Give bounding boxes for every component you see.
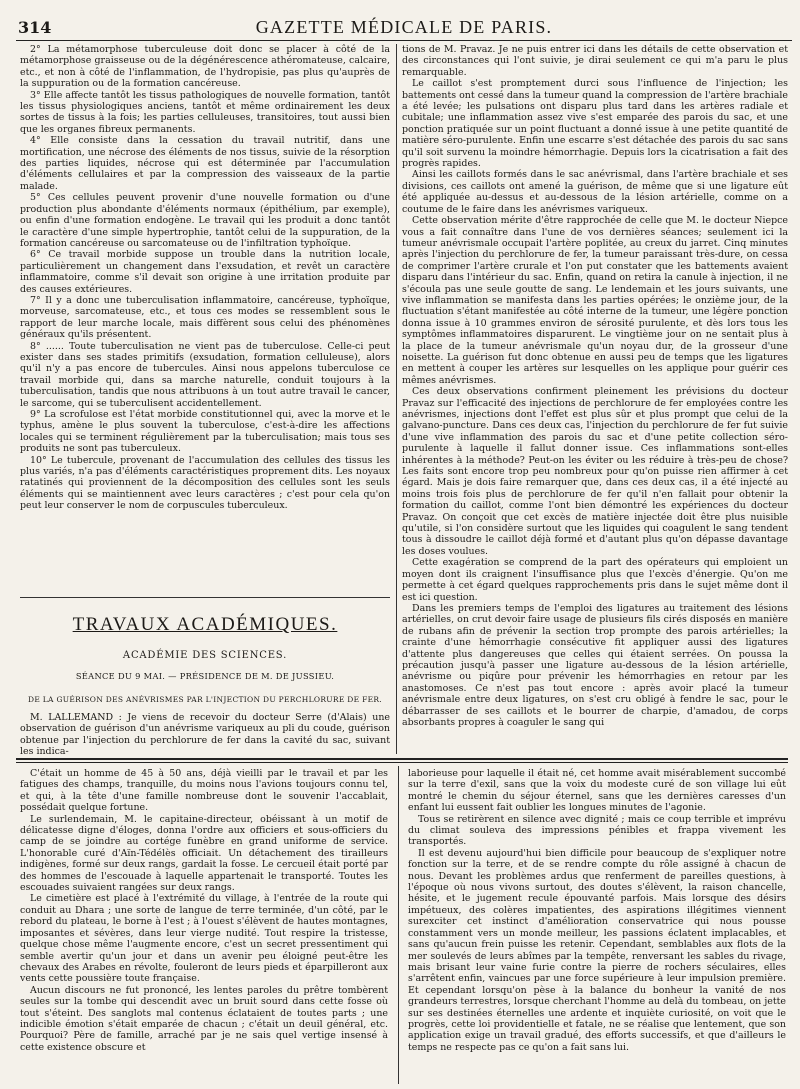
paragraph: 5° Ces cellules peuvent provenir d'une nouvelle formation ou d'une production plus abondante d'éléments normaux (épithélium, par exemple), ou enfin d'une formation endogène. Le travail qui les produit a donc tantôt le caractère d'une simple hypertrophie, tantôt celui de la suppuration, de la formation cancéreuse ou sarcomateuse ou de l'infiltration typhoïque. bbox=[20, 192, 390, 249]
session-line: SÉANCE DU 9 MAI. — PRÉSIDENCE DE M. DE JUSSIEU. bbox=[75, 671, 335, 681]
feuilleton-right-column bbox=[408, 768, 786, 1082]
paragraph: Cette observation mérite d'être rapprochée de celle que M. le docteur Niepce vous a fait connaître dans l'une de vos dernières séances; seulement ici la tumeur anévrismale occupait l'artère poplitée, au creux du jarret. Cinq minutes après l'injection du perchlorure de fer, la tumeur paraissant très-dure, on cessa de comprimer l'artère crurale et l'on put constater que les battements avaient disparu dans l'intérieur du sac. Enfin, quand on retira la canule à injection, il ne s'écoula pas une seule goutte de sang. Le lendemain et les jours suivants, une vive inflammation se manifesta dans les parties opérées; le onzième jour, de la fluctuation s'étant manifestée au côté interne de la tumeur, une légère ponction donna issue à 10 grammes environ de sérosité purulente, et dès lors tous les symptômes inflammatoires disparurent. Le vingtième jour on ne sentait plus à la place de la tumeur anévrismale qu'un noyau dur, de la grosseur d'une noisette. La guérison fut donc obtenue en aussi peu de temps que les ligatures en mettent à couper les artères sur lesquelles on les applique pour guérir ces mêmes anévrismes. bbox=[402, 215, 788, 386]
paragraph: Cette exagération se comprend de la part des opérateurs qui emploient un moyen dont ils craignent l'insuffisance plus que l'excès d'énergie. Qu'on me permette à cet égard quelques rapprochements pris dans le sujet même dont il est ici question. bbox=[402, 557, 788, 603]
paragraph: C'était un homme de 45 à 50 ans, déjà vieilli par le travail et par les fatigues des champs, tranquille, du moins nous l'avions toujours connu tel, et qui, à la tête d'une famille nombreuse dont le souvenir l'accablait, possédait quelque fortune. bbox=[20, 768, 388, 814]
paragraph: 6° Ce travail morbide suppose un trouble dans la nutrition locale, particulièrement un changement dans l'exsudation, et revêt un caractère inflammatoire, comme s'il devait son origine à une irritation produite par des causes extérieures. bbox=[20, 249, 390, 295]
feuilleton-column-divider bbox=[398, 766, 399, 1084]
paragraph: 4° Elle consiste dans la cessation du travail nutritif, dans une mortification, une nécrose des éléments de nos tissus, suivie de la résorption des parties liquides, nécrose qui est déterminée par l'accumulation d'éléments cellulaires et par la compression des vaisseaux de la partie malade. bbox=[20, 135, 390, 192]
feuilleton-left-column bbox=[20, 768, 388, 1082]
paragraph: Le surlendemain, M. le capitaine-directeur, obéissant à un motif de délicatesse digne d'éloges, donna l'ordre aux officiers et sous-officiers du camp de se joindre au cortége funèbre en grand uniforme de service. L'honorable curé d'Aïn-Tédélès officiait. Un détachement des tirailleurs indigènes, formé sur deux rangs, gardait la fosse. Le cercueil était porté par des hommes de l'escouade à laquelle appartenait le transporté. Toutes les escouades suivaient rangées sur deux rangs. bbox=[20, 813, 388, 894]
paragraph: Dans les premiers temps de l'emploi des ligatures au traitement des lésions artérielles, on crut devoir faire usage de plusieurs fils cirés disposés en manière de rubans afin de prévenir la section trop prompte des parois artérielles; la crainte d'une hémorrhagie consécutive fit appliquer aussi des ligatures d'attente plus dangereuses que celles qui étaient serrées. On poussa la précaution jusqu'à passer une ligature au-dessous de la lésion artérielle, anévrisme ou piqûre pour prévenir les hémorrhagies en retour par les anastomoses. Ce n'est pas tout encore : après avoir placé la tumeur anévrismale entre deux ligatures, on s'est cru obligé à fendre le sac, pour le débarrasser de ses caillots et le bourrer de charpie, d'amadou, de corps absorbants propres à coaguler le sang qui bbox=[402, 602, 788, 728]
paragraph: Ainsi les caillots formés dans le sac anévrismal, dans l'artère brachiale et ses divisions, ces caillots ont amené la guérison, de même que si une ligature eût été appliquée au-dessus et au-dessous de la lésion artérielle, comme on a coutume de le faire dans les anévrismes variqueux. bbox=[402, 169, 788, 215]
section-subheading: ACADÉMIE DES SCIENCES. bbox=[122, 650, 288, 661]
paragraph: 10° Le tubercule, provenant de l'accumulation des cellules des tissus les plus variés, n'a pas d'éléments caractéristiques proprement dits. Les noyaux ratatinés qui proviennent de la décomposition des cellules sont les seuls éléments qui se maintiennent avec leurs caractères ; c'est pour cela qu'on peut leur conserver le nom de corpuscules tuberculeux. bbox=[20, 454, 390, 512]
paragraph: tions de M. Pravaz. Je ne puis entrer ici dans les détails de cette observation et des circonstances qui l'ont suivie, je dirai seulement ce qui m'a paru le plus remarquable. bbox=[402, 44, 788, 78]
paragraph: M. LALLEMAND : Je viens de recevoir du docteur Serre (d'Alais) une observation de guérison d'un anévrisme variqueux au pli du coude, guérison obtenue par l'injection du perchlorure de fer dans la cavité du sac, suivant les indica- bbox=[20, 712, 390, 758]
left-column-tuberculosis bbox=[20, 44, 390, 594]
paragraph: 2° La métamorphose tuberculeuse doit donc se placer à côté de la métamorphose graisseuse ou de la dégénérescence athéromateuse, calcaire, etc., et non à côté de l'inflammation, de l'hydropisie, pas plus qu'auprès de la suppuration ou de la formation cancéreuse. bbox=[20, 44, 390, 90]
paragraph: Ces deux observations confirment pleinement les prévisions du docteur Pravaz sur l'efficacité des injections de perchlorure de fer employées contre les anévrismes, injections dont l'effet est plus sûr et plus prompt que celui de la galvano-puncture. Dans ces deux cas, l'injection du perchlorure de fer fut suivie d'une vive inflammation des parois du sac et d'une petite collection séro-purulente à laquelle il fallut donner issue. Ces inflammations sont-elles inhérentes à la méthode? Peut-on les éviter ou les réduire à très-peu de chose? Les faits sont encore trop peu nombreux pour qu'on puisse rien affirmer à cet égard. Mais je dois faire remarquer que, dans ces deux cas, il a été injecté au moins trois fois plus de perchlorure de fer qu'il n'en fallait pour obtenir la formation du caillot, comme l'ont bien démontré les expériences du docteur Pravaz. On conçoit que cet excès de matière injectée doit être plus nuisible qu'utile, si l'on considère surtout que les liquides qui coagulent le sang tendent tous à dissoudre le caillot déjà formé et d'autant plus qu'on dépasse davantage les doses voulues. bbox=[402, 386, 788, 557]
feuilleton-divider-thin bbox=[16, 762, 788, 763]
column-divider bbox=[396, 44, 397, 754]
feuilleton-divider bbox=[16, 758, 788, 760]
paragraph: 3° Elle affecte tantôt les tissus pathologiques de nouvelle formation, tantôt les tissus physiologiques anciens, tantôt et même ordinairement les deux sortes de tissus à la fois; les parties celluleuses, transitoires, tout aussi bien que les organes fibreux permanents. bbox=[20, 89, 390, 135]
paragraph: laborieuse pour laquelle il était né, cet homme avait misérablement succombé sur la terre d'exil, sans que la voix du modeste curé de son village lui eût montré le chemin du séjour éternel, sans que les dernières caresses d'un enfant lui eussent fait oublier les longues minutes de l'agonie. bbox=[408, 768, 786, 814]
paragraph: 9° La scrofulose est l'état morbide constitutionnel qui, avec la morve et le typhus, amène le plus souvent la tuberculose, c'est-à-dire les affections locales qui se terminent régulièrement par la tuberculisation; mais tous ses produits ne sont pas tuberculeux. bbox=[20, 409, 390, 455]
paragraph: 7° Il y a donc une tuberculisation inflammatoire, cancéreuse, typhoïque, morveuse, sarcomateuse, etc., et tous ces modes se ressemblent sous le rapport de leur marche locale, mais diffèrent sous celui des phénomènes généraux qu'ils présentent. bbox=[20, 294, 390, 341]
section-body bbox=[20, 712, 390, 758]
section-title: TRAVAUX ACADÉMIQUES. bbox=[72, 614, 338, 635]
paragraph: Aucun discours ne fut prononcé, les lentes paroles du prêtre tombèrent seules sur la tombe qui descendit avec un bruit sourd dans cette fosse où tout s'éteint. Des sanglots mal contenus éclataient de toutes parts ; une indicible émotion s'était emparée de chacun ; c'était un deuil général, etc. Pourquoi? Père de famille, arraché par je ne sais quel vertige insensé à cette existence obscure et bbox=[20, 984, 388, 1053]
page-number: 314 bbox=[18, 18, 52, 37]
paragraph: Le caillot s'est promptement durci sous l'influence de l'injection; les battements ont cessé dans la tumeur quand la compression de l'artère brachiale a été levée; les pulsations ont disparu plus tard dans les artères radiale et cubitale; une inflammation assez vive s'est emparée des parois du sac, et une ponction pratiquée sur un point fluctuant a donné issue à une petite quantité de matière séro-purulente. Enfin une escarre s'est détachée des parois du sac sans qu'il soit survenu la moindre hémorrhagie. Depuis lors la cicatrisation a fait des progrès rapides. bbox=[402, 78, 788, 170]
paragraph: Le cimetière est placé à l'extrémité du village, à l'entrée de la route qui conduit au Dhara ; une sorte de langue de terre terminée, d'un côté, par le rebord du plateau, le borne à l'est ; à l'ouest s'élèvent de hautes montagnes, imposantes et sévères, dans leur vierge nudité. Tout respire la tristesse, quelque chose même l'augmente encore, c'est un secret pressentiment qui semble avertir qu'un jour et dans un avenir peu éloigné peut-être les chevaux des Arabes en révolte, fouleront de leurs pieds et éparpilleront aux vents cette poussière toute française. bbox=[20, 893, 388, 985]
paragraph: 8° ...... Toute tuberculisation ne vient pas de tuberculose. Celle-ci peut exister dans ses stades primitifs (exsudation, formation celluleuse), alors qu'il n'y a pas encore de tubercules. Ainsi nous appelons tuberculose ce travail morbide qui, dans sa marche naturelle, conduit toujours à la tuberculisation, tandis que nous attribuons à un tout autre travail le cancer, le sarcome, qui se tuberculisent accidentellement. bbox=[20, 340, 390, 409]
paragraph: Il est devenu aujourd'hui bien difficile pour beaucoup de s'expliquer notre fonction sur la terre, et de se rendre compte du rôle assigné à chacun de nous. Devant les problèmes ardus que renferment de pareilles questions, à l'époque où nous vivons surtout, des doutes s'élèvent, la raison chancelle, hésite, et le jugement recule épouvanté parfois. Mais lorsque des désirs impétueux, des colères impatientes, des aspirations illégitimes viennent surexciter cet instinct d'amélioration conservatrice qui nous pousse constamment vers un monde meilleur, les passions éclatent implacables, et sans qu'aucun frein puisse les retenir. Cependant, semblables aux flots de la mer soulevés de leurs abîmes par la tempête, renversant les sables du rivage, mais brisant leur vaine furie contre la pierre de rochers séculaires, elles s'arrêtent enfin, vaincues par une force supérieure à leur impulsion première. Et cependant lorsqu'on pèse à la balance du bonheur la vanité de nos grandeurs terrestres, lorsque cherchant l'homme au delà du tombeau, on jette sur ses destinées éternelles une ardente et inquiète curiosité, on voit que le progrès, cette loi providentielle et fatale, ne se réalise que lentement, que son application exige un travail gradué, des efforts successifs, et que d'ailleurs le temps ne respecte pas ce qu'on a fait sans lui. bbox=[408, 847, 786, 1053]
section-divider bbox=[20, 597, 390, 598]
article-title: DE LA GUÉRISON DES ANÉVRISMES PAR L'INJECTION DU PERCHLORURE DE FER. bbox=[28, 695, 382, 704]
journal-title: GAZETTE MÉDICALE DE PARIS. bbox=[255, 17, 553, 37]
page-header bbox=[16, 16, 792, 41]
paragraph: Tous se retirèrent en silence avec dignité ; mais ce coup terrible et imprévu du climat souleva des impressions pénibles et frappa vivement les transportés. bbox=[408, 813, 786, 848]
